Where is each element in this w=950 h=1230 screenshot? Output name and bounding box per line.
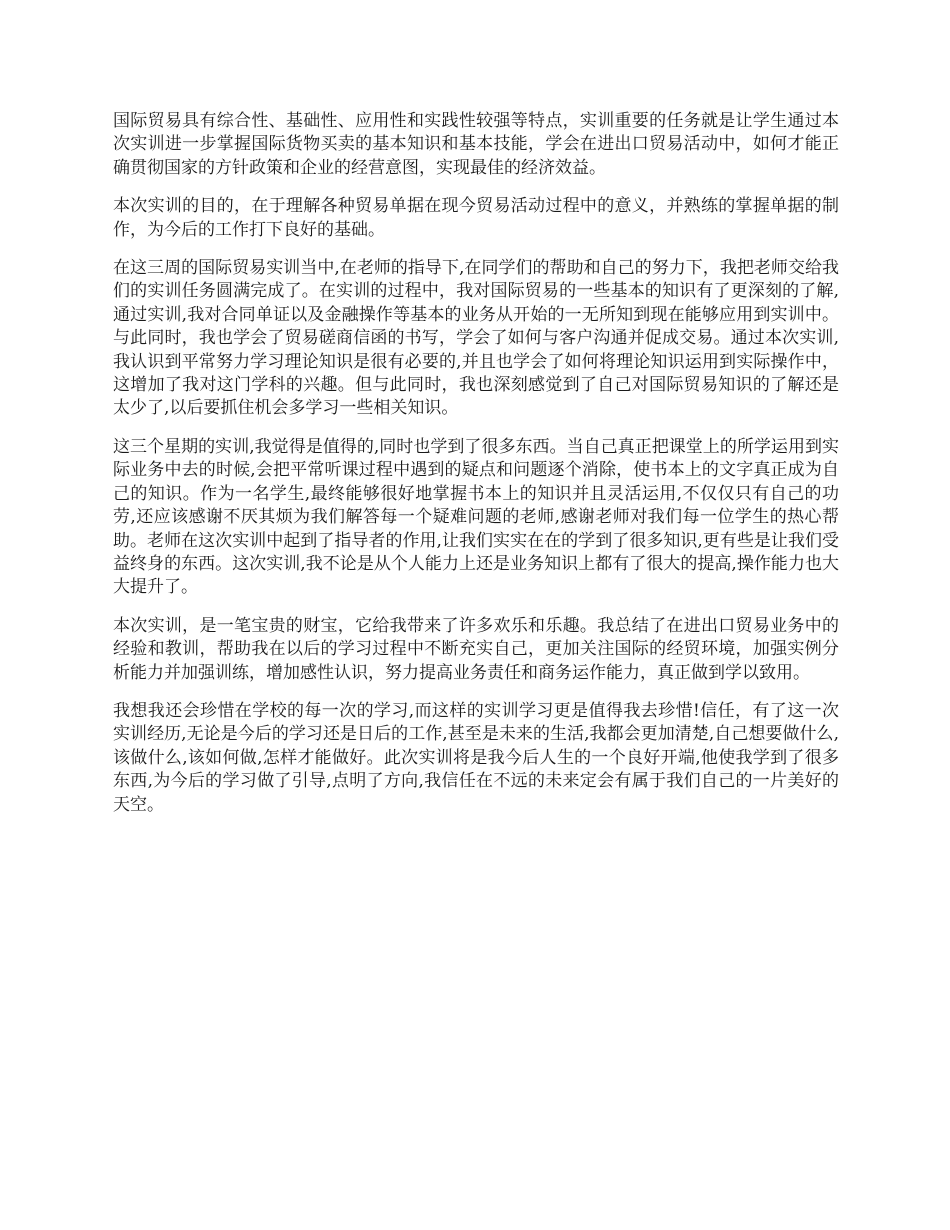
paragraph-4: 这三个星期的实训,我觉得是值得的,同时也学到了很多东西。当自己真正把课堂上的所学运用到实际业务中去的时候,会把平常听课过程中遇到的疑点和问题逐个消除，使书本上的文字真正成为自己的知识。作为一名学生,最终能够很好地掌握书本上的知识并且灵活运用,不仅仅只有自己的功劳,还应该感谢不厌其烦为我们解答每一个疑难问题的老师,感谢老师对我们每一位学生的热心帮助。老师在这次实训中起到了指导者的作用,让我们实实在在的学到了很多知识,更有些是让我们受益终身的东西。这次实训,我不论是从个人能力上还是业务知识上都有了很大的提高,操作能力也大大提升了。 [113, 436, 839, 598]
paragraph-5: 本次实训，是一笔宝贵的财宝，它给我带来了许多欢乐和乐趣。我总结了在进出口贸易业务中的经验和教训，帮助我在以后的学习过程中不断充实自己，更加关注国际的经贸环境，加强实例分析能力并加强训练，增加感性认识，努力提高业务责任和商务运作能力，真正做到学以致用。 [113, 615, 839, 683]
document-body [113, 110, 839, 832]
paragraph-3: 在这三周的国际贸易实训当中,在老师的指导下,在同学们的帮助和自己的努力下，我把老师交给我们的实训任务圆满完成了。在实训的过程中，我对国际贸易的一些基本的知识有了更深刻的了解,通过实训,我对合同单证以及金融操作等基本的业务从开始的一无所知到现在能够应用到实训中。与此同时，我也学会了贸易磋商信函的书写，学会了如何与客户沟通并促成交易。通过本次实训,我认识到平常努力学习理论知识是很有必要的,并且也学会了如何将理论知识运用到实际操作中，这增加了我对这门学科的兴趣。但与此同时，我也深刻感觉到了自己对国际贸易知识的了解还是太少了,以后要抓住机会多学习一些相关知识。 [113, 258, 839, 419]
paragraph-2: 本次实训的目的，在于理解各种贸易单据在现今贸易活动过程中的意义，并熟练的掌握单据的制作，为今后的工作打下良好的基础。 [113, 196, 839, 240]
paragraph-6: 我想我还会珍惜在学校的每一次的学习,而这样的实训学习更是值得我去珍惜!信任，有了这一次实训经历,无论是今后的学习还是日后的工作,甚至是未来的生活,我都会更加清楚,自己想要做什么,该做什么,该如何做,怎样才能做好。此次实训将是我今后人生的一个良好开端,他使我学到了很多东西,为今后的学习做了引导,点明了方向,我信任在不远的未来定会有属于我们自己的一片美好的天空。 [113, 700, 839, 815]
paragraph-1: 国际贸易具有综合性、基础性、应用性和实践性较强等特点，实训重要的任务就是让学生通过本次实训进一步掌握国际货物买卖的基本知识和基本技能，学会在进出口贸易活动中，如何才能正确贯彻国家的方针政策和企业的经营意图，实现最佳的经济效益。 [113, 111, 839, 178]
